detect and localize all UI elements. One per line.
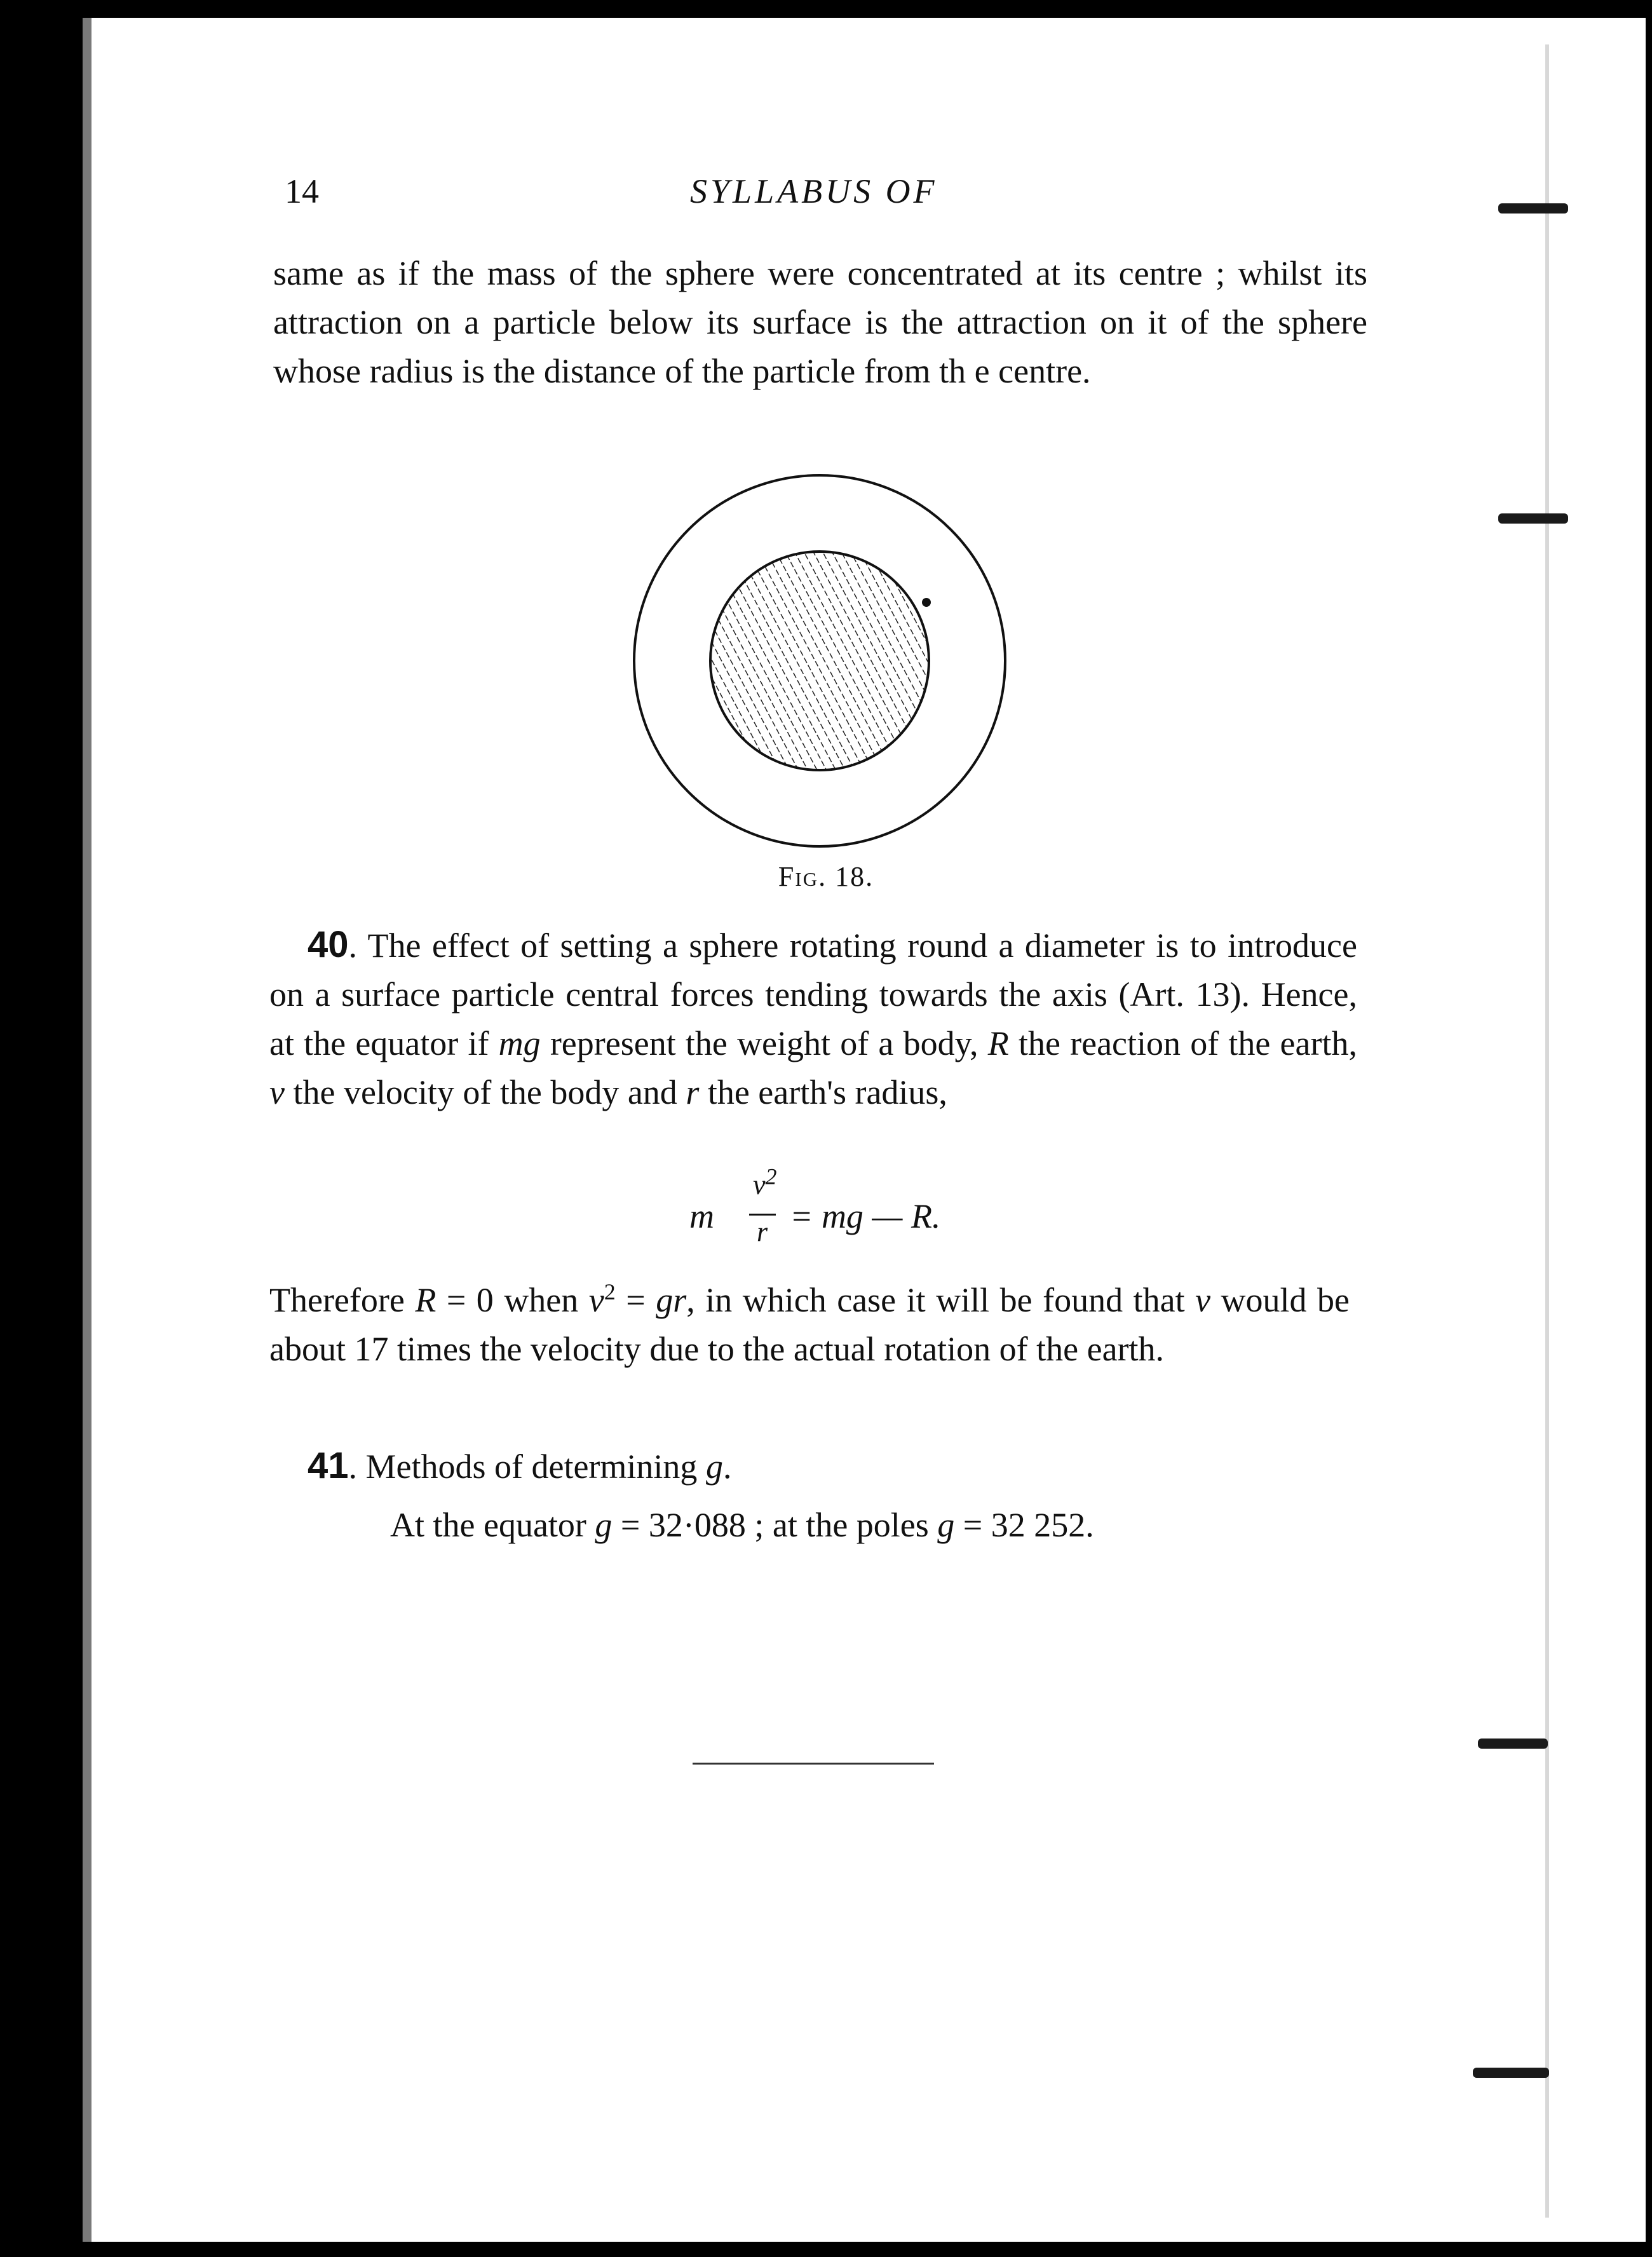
inner-sphere-circle	[710, 552, 929, 770]
article-40-text: 40. The effect of setting a sphere rotating round a diameter is to introduce on a surface particle central forces tending towards the axis (Art. 13). Hence, at the equator if mg represent the weight of a body, R the reaction of the earth, v the velocity of the body and r the earth's radius,	[269, 924, 1357, 1111]
article-number: 41	[308, 1445, 349, 1486]
particle-dot	[922, 598, 931, 607]
figure-caption	[0, 860, 1652, 893]
binding-mark	[1473, 2068, 1549, 2078]
paragraph-text: same as if the mass of the sphere were concentrated at its centre ; whilst its attraction on a particle below its surface is the attraction on it of the sphere whose radius is the distance of the particle from th e centre.	[273, 254, 1367, 390]
page-right-edge	[1545, 44, 1549, 2218]
article-41	[308, 1441, 1350, 1491]
equation-rhs: = mg — R.	[790, 1197, 941, 1235]
values-line	[390, 1501, 1381, 1550]
figure-sphere-diagram	[629, 470, 1010, 851]
continued-paragraph	[273, 249, 1367, 396]
article-number: 40	[308, 924, 349, 965]
binding-mark	[1498, 513, 1568, 524]
binding-mark	[1478, 1738, 1548, 1749]
running-title: SYLLABUS OF	[690, 172, 938, 210]
article-40	[269, 920, 1357, 1117]
therefore-paragraph	[269, 1276, 1350, 1374]
caption-number: 18.	[835, 861, 874, 892]
equation-numerator: $v^2$	[753, 1163, 777, 1200]
page-number: 14	[285, 172, 319, 210]
caption-prefix: Fig.	[778, 861, 827, 892]
equation-denominator: r	[757, 1216, 768, 1247]
page-left-edge	[83, 18, 91, 2242]
equation-m: m	[689, 1197, 714, 1235]
article-41-text: 41. Methods of determining g.	[308, 1445, 732, 1486]
page-header	[0, 172, 1652, 216]
values-text: At the equator g = 32·088 ; at the poles g = 32 252.	[390, 1506, 1094, 1544]
equation	[689, 1163, 1071, 1255]
therefore-text: Therefore R = 0 when $v^2$ = gr, in which case it will be found that v would be about 17 times the velocity due to the actual rotation of the earth.	[269, 1279, 1350, 1368]
end-rule	[693, 1763, 934, 1765]
